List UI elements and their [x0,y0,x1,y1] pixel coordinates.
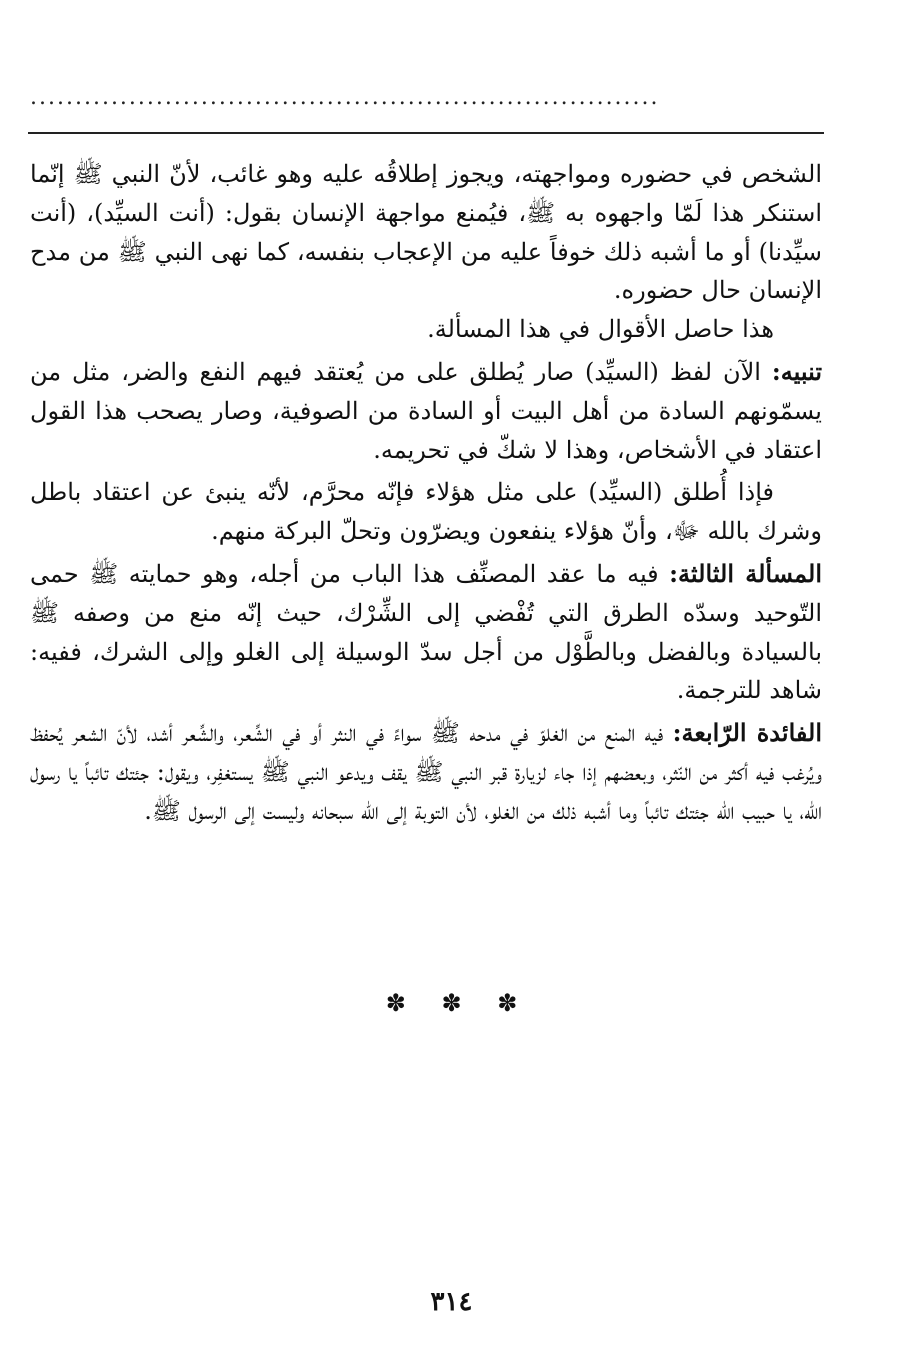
body-text [30,155,822,831]
paragraph-lead: الفائدة الرّابعة: [672,718,822,748]
paragraph-lead: المسألة الثالثة: [669,558,822,588]
flower-ornament-icon: ✽ [497,989,518,1017]
paragraph-note [30,353,822,469]
paragraph-continuation [30,155,822,310]
paragraph-text: هذا حاصل الأقوال في هذا المسألة. [427,315,774,344]
header-dotted-line: ...................................................................... [30,88,660,108]
flower-ornament-icon: ✽ [385,989,406,1017]
flower-ornament-icon: ✽ [441,989,462,1017]
paragraph-text: فيه ما عقد المصنِّف هذا الباب من أجله، وهو حمايته ﷺ حمى التّوحيد وسدّه الطرق التي تُفْضي إلى الشِّرْك، حيث إنّه منع من وصفه ﷺ بالسيادة وبالفضل وبالطَّوْل من أجل سدّ الوسيلة إلى الغلو وإلى الشرك، ففيه: شاهد للترجمة. [30,559,822,705]
section-divider [0,988,903,1018]
page-number: ٣١٤ [430,1287,473,1317]
paragraph-text: الشخص في حضوره ومواجهته، ويجوز إطلاقُه عليه وهو غائب، لأنّ النبي ﷺ إنّما استنكر هذا لَمّا واجهوه به ﷺ، فيُمنع مواجهة الإنسان بقول: (أنت السيِّد)، (أنت سيِّدنا) أو ما أشبه ذلك خوفاً عليه من الإعجاب بنفسه، كما نهى النبي ﷺ من مدح الإنسان حال حضوره. [30,160,822,305]
paragraph-lead: تنبيه: [771,356,822,386]
paragraph-ruling [30,473,822,551]
header-rule [28,132,824,134]
paragraph-text: فإذا أُطلق (السيِّد) على مثل هؤلاء فإنّه محرَّم، لأنّه ينبئ عن اعتقاد باطل وشرك بالله ﷻ، وأنّ هؤلاء ينفعون ويضرّون وتحلّ البركة منهم. [30,478,822,546]
paragraph-text: الآن لفظ (السيِّد) صار يُطلق على من يُعتقد فيهم النفع والضر، مثل من يسمّونهم السادة من أهل البيت أو السادة من الصوفية، وصار يصحب هذا القول اعتقاد في الأشخاص، وهذا لا شكّ في تحريمه. [30,357,822,464]
paragraph-summary [30,310,822,349]
paragraph-text: فيه المنع من الغلوّ في مدحه ﷺ سواءً في النثر أو في الشِّعر، والشِّعر أشد، لأنّ الشعر يُحفظ ويُرغب فيه أكثر من النّثر، وبعضهم إذا جاء لزيارة قبر النبي ﷺ يقف ويدعو النبي ﷺ يستغفِر، ويقول: جئتك تائباً يا رسول الله، يا حبيب الله جئتك تائباً وما أشبه ذلك من الغلو، لأن التوبة إلى الله سبحانه وليست إلى الرسول ﷺ. [30,719,822,825]
paragraph-third-issue [30,555,822,710]
paragraph-fourth-benefit [30,714,822,830]
